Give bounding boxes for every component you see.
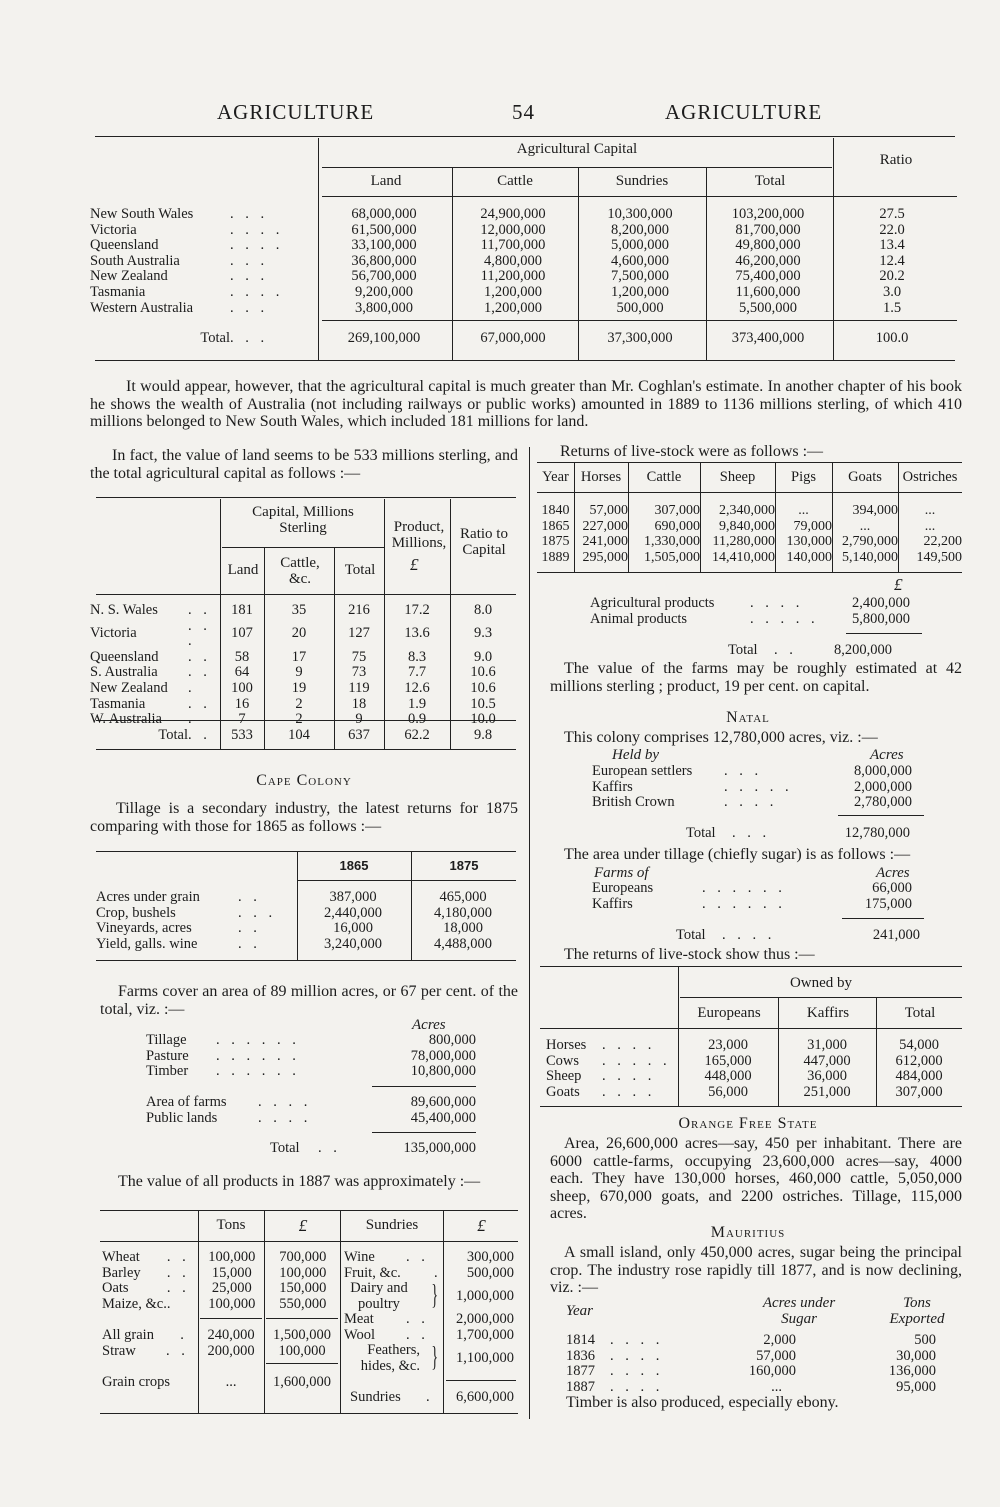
paragraph-orange-free-state: Area, 26,600,000 acres—say, 450 per inhabitant. There are 6000 cattle-farms, occupying 23,600,000 acres—say, 4000 each. They have 130,000 horses, 460,000 cattle, 5,050,000 sheep, 670,000 goats, and 2200 ostriches. Tillage, 115,000 acres. [550, 1135, 962, 1222]
natal-holdings [592, 764, 912, 811]
sundries-wine: Wine . . 300,000 Fruit, &c. . 500,000 [344, 1249, 514, 1281]
land-total: Total . . 135,000,000 [270, 1140, 476, 1156]
pound-symbol-products: £ [894, 575, 903, 594]
table-row: 1887 . . . . ... 95,000 [566, 1378, 936, 1395]
owned-by-header: Owned by [789, 975, 853, 991]
table1-col-sundries: Sundries [615, 173, 669, 189]
pound-symbol: £ [410, 555, 419, 574]
paragraph-products-1887: The value of all products in 1887 was approximately :— [118, 1173, 481, 1190]
acres-header: Acres [412, 1017, 446, 1033]
table-row: New South Wales . . . 68,000,000 24,900,000 10,300,000 103,200,000 27.5 [90, 206, 905, 222]
cape-col-1865: 1865 [339, 858, 369, 873]
table-row: Queensland . . . . 33,100,000 11,700,000 5,000,000 49,800,000 13.4 [90, 237, 905, 254]
paragraph-natal-livestock: The returns of live-stock show thus :— [564, 946, 815, 963]
table2-capital-header: Capital, Millions Sterling [252, 504, 354, 536]
table-row: Queensland . . 58 17 75 8.3 9.0 [90, 648, 493, 665]
land-area-list [146, 1095, 476, 1126]
table-row: Victoria . . . . 61,500,000 12,000,000 8,200,000 81,700,000 22.0 [90, 221, 905, 238]
table-row: Goats . . . . 56,000 251,000 307,000 [546, 1083, 943, 1100]
table1-total-row: Total . . . 269,100,000 67,000,000 37,300,000 373,400,000 100.0 [200, 330, 909, 346]
table-row: 1889 295,000 1,505,000 14,410,000 140,000 5,140,000 149,500 [541, 549, 962, 565]
table1-group-header: Agricultural Capital [516, 141, 638, 157]
prod-col-sundries: Sundries [365, 1217, 419, 1233]
prod-col-pound: £ [298, 1216, 308, 1235]
list-item: Pasture . . . . . . 78,000,000 [146, 1047, 476, 1064]
table2-product-header: Product, Millions, [391, 519, 447, 551]
table2-rows [90, 603, 516, 728]
table2-col-cattle: Cattle, &c. [280, 555, 320, 587]
list-item: Kaffirs . . . . . 2,000,000 [592, 778, 912, 795]
table-row: All grain . 240,000 1,500,000 [102, 1327, 331, 1343]
table-row: 1875 241,000 1,330,000 11,280,000 130,000 2,790,000 22,200 [541, 534, 962, 550]
sundries-feathers: Feathers, hides, &c. } 1,100,000 [360, 1342, 514, 1374]
prod-col-pound-2: £ [477, 1216, 486, 1235]
list-item: Agricultural products . . . . 2,400,000 [590, 595, 910, 611]
table1-ratio-header: Ratio [879, 152, 913, 168]
paragraph-coghlan: It would appear, however, that the agricultural capital is much greater than Mr. Coghlan's estimate. In another chapter of his book he shows the wealth of Australia (not including railways or public works) amounted in 1889 to 1136 millions sterling, of which 410 millions belonged to New South Wales, which included 181 millions for land. [90, 378, 962, 430]
paragraph-farm-value: The value of the farms may be roughly estimated at 42 millions sterling ; product, 19 per cent. on capital. [550, 660, 962, 695]
natal-col-europeans: Europeans [697, 1005, 761, 1021]
heading-mauritius: Mauritius [710, 1224, 786, 1241]
column-divider [529, 447, 530, 1419]
natal-livestock-rows [546, 1038, 962, 1100]
natal-col-total: Total [904, 1005, 936, 1021]
table-row: Vineyards, acres . . 16,000 18,000 [96, 920, 483, 937]
tillage-acres-header: Acres [876, 865, 910, 881]
products-list [590, 596, 910, 627]
list-item: Tillage . . . . . . 800,000 [146, 1032, 476, 1048]
table1-col-cattle: Cattle [497, 173, 533, 189]
grain-crops-row [102, 1375, 340, 1391]
mauritius-col-year: Year [566, 1303, 593, 1319]
prod-col-tons: Tons [216, 1217, 246, 1233]
heading-orange-free-state: Orange Free State [678, 1115, 818, 1132]
table-row: Victoria . . . 107 20 127 13.6 9.3 [90, 617, 493, 650]
table-row: Grain crops ... 1,600,000 [102, 1374, 331, 1390]
natal-tillage-total: Total . . . . 241,000 [676, 927, 920, 943]
table-row: Western Australia . . . 3,800,000 1,200,000 500,000 5,500,000 1.5 [90, 299, 902, 316]
cape-col-1875: 1875 [449, 858, 479, 873]
table2-col-land: Land [227, 562, 259, 578]
table-row: New Zealand . . . 56,700,000 11,200,000 7,500,000 75,400,000 20.2 [90, 268, 905, 285]
natal-held-by: Held by [612, 747, 660, 763]
list-item: British Crown . . . . 2,780,000 [592, 794, 912, 811]
table1-col-total: Total [754, 173, 786, 189]
list-item: Timber . . . . . . 10,800,000 [146, 1063, 476, 1080]
natal-col-kaffirs: Kaffirs [806, 1005, 850, 1021]
table-row: New Zealand . 100 19 119 12.6 10.6 [90, 679, 496, 696]
table2-total-row: Total . . 533 104 637 62.2 9.8 [158, 727, 493, 743]
products-total: Total . . 8,200,000 [728, 642, 892, 658]
livestock-rows [537, 503, 962, 565]
sundries-total: Sundries . 6,600,000 [350, 1389, 514, 1405]
table-row: Maize, &c. . 100,000 550,000 [102, 1295, 327, 1312]
page-number: 54 [512, 100, 535, 124]
paragraph-farms: Farms cover an area of 89 million acres, or 67 per cent. of the total, viz. :— [100, 983, 518, 1018]
table-row: Yield, galls. wine . . 3,240,000 4,488,000 [96, 935, 492, 952]
grain-rows [102, 1250, 341, 1312]
natal-total: Total . . . 12,780,000 [686, 825, 910, 841]
table-row: W. Australia . 7 2 9 0.9 10.0 [90, 711, 496, 728]
table1-top-rule [95, 136, 955, 137]
table-row: Cows . . . . . 165,000 447,000 612,000 [546, 1052, 943, 1069]
paragraph-natal-acres: This colony comprises 12,780,000 acres, viz. :— [564, 729, 878, 746]
table1-col-land: Land [370, 173, 402, 189]
table1-rows [90, 207, 952, 316]
cape-table-rows [96, 890, 518, 952]
table-row: Wheat . . 100,000 700,000 [102, 1249, 327, 1265]
table-row: Sheep . . . . 448,000 36,000 484,000 [546, 1068, 943, 1085]
table-row: South Australia . . . 36,800,000 4,800,000 4,600,000 46,200,000 12.4 [90, 252, 905, 269]
livestock-header: Year Horses Cattle Sheep Pigs Goats Ostriches [542, 469, 958, 485]
table-row: 1865 227,000 690,000 9,840,000 79,000 ... ... [541, 518, 936, 534]
table-row: Acres under grain . . 387,000 465,000 [96, 889, 487, 905]
table2-col-total: Total [344, 562, 376, 578]
running-header-right: AGRICULTURE [665, 100, 823, 124]
mauritius-rows [566, 1333, 936, 1395]
table2-ratio-header: Ratio to Capital [460, 526, 508, 558]
table-row: 1877 . . . . 160,000 136,000 [566, 1363, 936, 1380]
table-row: Straw . . 200,000 100,000 [102, 1342, 326, 1359]
list-item: European settlers . . . 8,000,000 [592, 763, 912, 779]
table-row: Oats . . 25,000 150,000 [102, 1280, 327, 1297]
table-row: 1814 . . . . 2,000 500 [566, 1332, 936, 1348]
table-row: Barley . . 15,000 100,000 [102, 1264, 327, 1281]
all-grain-rows [102, 1328, 340, 1359]
paragraph-cape-tillage: Tillage is a secondary industry, the latest returns for 1875 comparing with those for 1865 as follows :— [90, 800, 518, 835]
heading-cape-colony: Cape Colony [256, 772, 352, 789]
heading-natal: Natal [726, 709, 770, 726]
table-row: 1840 57,000 307,000 2,340,000 ... 394,000 ... [541, 503, 936, 518]
table-row: Horses . . . . 23,000 31,000 54,000 [546, 1037, 939, 1053]
table-row: Crop, bushels . . . 2,440,000 4,180,000 [96, 904, 492, 921]
list-item: Public lands . . . . 45,400,000 [146, 1109, 476, 1126]
paragraph-natal-tillage: The area under tillage (chiefly sugar) is as follows :— [564, 846, 911, 863]
table-row: Tasmania . . 16 2 18 1.9 10.5 [90, 695, 496, 712]
list-item: Animal products . . . . . 5,800,000 [590, 610, 910, 627]
mauritius-col-tons: Tons Exported [889, 1295, 945, 1327]
table-row: Tasmania . . . . 9,200,000 1,200,000 1,200,000 11,600,000 3.0 [90, 283, 902, 300]
sundries-meat-wool: Meat . . 2,000,000 Wool . . 1,700,000 [344, 1311, 514, 1343]
paragraph-land-value: In fact, the value of land seems to be 533 millions sterling, and the total agricultural capital as follows :— [90, 447, 518, 482]
list-item: Kaffirs . . . . . . 175,000 [592, 895, 912, 912]
paragraph-livestock-intro: Returns of live-stock were as follows :— [560, 443, 824, 460]
land-use-list [146, 1033, 476, 1080]
farms-of-header: Farms of [594, 865, 649, 881]
running-header-left: AGRICULTURE [217, 100, 375, 124]
sundries-dairy: Dairy and poultry } 1,000,000 [350, 1280, 514, 1312]
natal-acres-header: Acres [870, 747, 904, 763]
paragraph-timber: Timber is also produced, especially ebony. [566, 1394, 839, 1411]
natal-tillage-list [592, 881, 912, 912]
table-row: S. Australia . . 64 9 73 7.7 10.6 [90, 664, 496, 681]
paragraph-mauritius: A small island, only 450,000 acres, sugar being the principal crop. The industry rose rapidly till 1877, and is now declining, viz. :— [550, 1244, 962, 1296]
table-row: 1836 . . . . 57,000 30,000 [566, 1347, 936, 1364]
list-item: Europeans . . . . . . 66,000 [592, 880, 912, 896]
table-row: N. S. Wales . . 181 35 216 17.2 8.0 [90, 602, 493, 618]
list-item: Area of farms . . . . 89,600,000 [146, 1094, 476, 1110]
mauritius-col-acres: Acres under Sugar [762, 1295, 836, 1327]
